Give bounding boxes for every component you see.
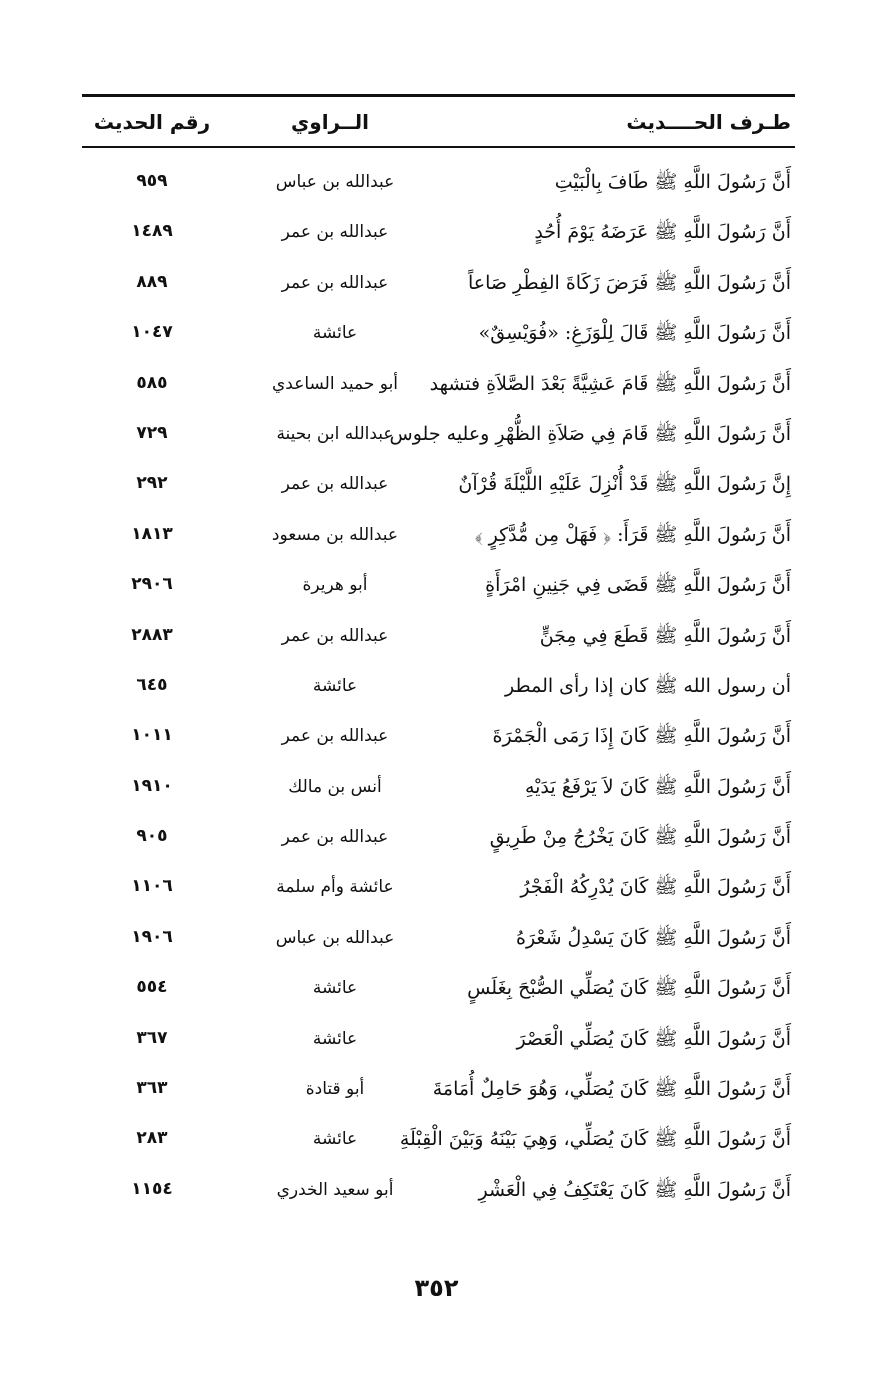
hadith-number: ٥٨٥ xyxy=(136,372,168,393)
hadith-rawi: عبدالله ابن بحينة xyxy=(276,423,394,444)
hadith-tarf: أَنَّ رَسُولَ اللَّهِ ﷺ قَطَعَ فِي مِجَنٍّ xyxy=(539,624,791,647)
hadith-tarf: أَنَّ رَسُولَ اللَّهِ ﷺ كَانَ يَخْرُجُ مِنْ طَرِيقٍ xyxy=(489,826,791,849)
hadith-rawi: أبو قتادة xyxy=(305,1079,365,1100)
hadith-tarf: أَنَّ رَسُولَ اللَّهِ ﷺ قَضَى فِي جَنِينِ امْرَأَةٍ xyxy=(485,574,791,597)
table-row xyxy=(82,311,795,361)
hadith-tarf: أَنَّ رَسُولَ اللَّهِ ﷺ قَامَ عَشِيَّةً بَعْدَ الصَّلاَةِ فتشهد xyxy=(429,372,791,395)
hadith-rawi: عبدالله بن مسعود xyxy=(271,524,399,545)
hadith-rawi: عائشة xyxy=(312,978,358,999)
hadith-number: ٣٦٣ xyxy=(136,1078,168,1099)
hadith-number: ١١٠٦ xyxy=(131,876,173,897)
hadith-number: ٧٢٩ xyxy=(136,422,168,443)
table-row xyxy=(82,210,795,260)
hadith-rawi: عبدالله بن عمر xyxy=(281,272,389,293)
table-row xyxy=(82,160,795,210)
hadith-index-table xyxy=(82,160,795,1218)
hadith-tarf: أَنَّ رَسُولَ اللَّهِ ﷺ قَرَأَ: ﴿ فَهَلْ مِن مُّدَّكِرٍ ﴾ xyxy=(474,523,791,546)
hadith-number: ٩٠٥ xyxy=(136,826,168,847)
hadith-rawi: أنس بن مالك xyxy=(288,776,382,797)
hadith-rawi: أبو سعيد الخدري xyxy=(276,1179,394,1200)
table-row xyxy=(82,765,795,815)
hadith-number: ٨٨٩ xyxy=(136,271,168,292)
hadith-tarf: أَنَّ رَسُولَ اللَّهِ ﷺ كَانَ يَعْتَكِفُ فِي الْعَشْرِ xyxy=(478,1178,791,1201)
column-header-rawi: الــراوي xyxy=(290,110,370,134)
table-row xyxy=(82,1168,795,1218)
column-header-raqm: رقم الحديث xyxy=(93,110,211,134)
table-row xyxy=(82,1017,795,1067)
table-header xyxy=(82,104,795,144)
header-bottom-rule xyxy=(82,146,795,148)
table-row xyxy=(82,815,795,865)
hadith-tarf: أَنَّ رَسُولَ اللَّهِ ﷺ قَامَ فِي صَلاَةِ الظُّهْرِ وعليه جلوس xyxy=(389,422,791,445)
hadith-number: ٢٩٠٦ xyxy=(131,574,173,595)
hadith-tarf: أَنَّ رَسُولَ اللَّهِ ﷺ قَالَ لِلْوَزَغِ: «فُوَيْسِقٌ» xyxy=(478,322,791,345)
header-top-rule xyxy=(82,94,795,97)
hadith-rawi: عبدالله بن عمر xyxy=(281,222,389,243)
page-number: ٣٥٢ xyxy=(414,1274,459,1302)
table-row xyxy=(82,664,795,714)
table-row xyxy=(82,362,795,412)
hadith-number: ٢٩٢ xyxy=(136,473,168,494)
hadith-tarf: أَنَّ رَسُولَ اللَّهِ ﷺ كَانَ يُصَلِّي، وَهُوَ حَامِلٌ أُمَامَةَ xyxy=(432,1078,791,1101)
hadith-number: ١٠١١ xyxy=(131,725,173,746)
table-row xyxy=(82,1117,795,1167)
hadith-rawi: عائشة وأم سلمة xyxy=(276,877,394,898)
hadith-tarf: أَنَّ رَسُولَ اللَّهِ ﷺ فَرَضَ زَكَاةَ الفِطْرِ صَاعاً xyxy=(467,271,791,294)
hadith-number: ٦٤٥ xyxy=(136,674,168,695)
hadith-tarf: أَنَّ رَسُولَ اللَّهِ ﷺ كَانَ يَسْدِلُ شَعْرَهُ xyxy=(515,926,791,949)
hadith-number: ١٤٨٩ xyxy=(131,221,173,242)
hadith-number: ٢٨٣ xyxy=(136,1128,168,1149)
hadith-rawi: أبو حميد الساعدي xyxy=(271,373,399,394)
table-row xyxy=(82,261,795,311)
hadith-rawi: عبدالله بن عباس xyxy=(275,172,395,192)
table-row xyxy=(82,412,795,462)
hadith-number: ١٩٠٦ xyxy=(131,926,173,947)
hadith-tarf: أَنَّ رَسُولَ اللَّهِ ﷺ عَرَضَهُ يَوْمَ أُحُدٍ xyxy=(534,221,791,244)
table-row xyxy=(82,714,795,764)
table-row xyxy=(82,614,795,664)
hadith-tarf: أَنَّ رَسُولَ اللَّهِ ﷺ كَانَ يُدْرِكُهُ الْفَجْرُ xyxy=(520,876,791,899)
table-row xyxy=(82,1067,795,1117)
hadith-tarf: أَنَّ رَسُولَ اللَّهِ ﷺ كَانَ إِذَا رَمَى الْجَمْرَةَ xyxy=(492,725,791,748)
hadith-rawi: عائشة xyxy=(312,675,358,696)
table-row xyxy=(82,513,795,563)
hadith-tarf: أن رسول الله ﷺ كان إذا رأى المطر xyxy=(505,674,791,697)
hadith-tarf: أَنَّ رَسُولَ اللَّهِ ﷺ طَافَ بِالْبَيْتِ xyxy=(554,171,791,193)
hadith-number: ١٠٤٧ xyxy=(131,322,173,343)
table-row xyxy=(82,966,795,1016)
table-row xyxy=(82,865,795,915)
hadith-rawi: عبدالله بن عباس xyxy=(275,927,395,948)
hadith-rawi: أبو هريرة xyxy=(302,575,368,596)
hadith-rawi: عائشة xyxy=(312,323,358,344)
hadith-tarf: أَنَّ رَسُولَ اللَّهِ ﷺ كَانَ يُصَلِّي، وَهِيَ بَيْنَهُ وَبَيْنَ الْقِبْلَةِ xyxy=(399,1128,791,1151)
table-row xyxy=(82,563,795,613)
hadith-rawi: عبدالله بن عمر xyxy=(281,827,389,848)
hadith-rawi: عائشة xyxy=(312,1028,358,1049)
hadith-tarf: إِنَّ رَسُولَ اللَّهِ ﷺ قَدْ أُنْزِلَ عَلَيْهِ اللَّيْلَةَ قُرْآنٌ xyxy=(458,473,791,496)
hadith-number: ٣٦٧ xyxy=(136,1027,168,1048)
hadith-rawi: عبدالله بن عمر xyxy=(281,625,389,646)
hadith-rawi: عائشة xyxy=(312,1129,358,1150)
hadith-rawi: عبدالله بن عمر xyxy=(281,726,389,747)
hadith-number: ٢٨٨٣ xyxy=(131,624,173,645)
hadith-number: ١١٥٤ xyxy=(131,1178,173,1199)
hadith-tarf: أَنَّ رَسُولَ اللَّهِ ﷺ كَانَ لاَ يَرْفَعُ يَدَيْهِ xyxy=(524,775,791,798)
hadith-rawi: عبدالله بن عمر xyxy=(281,474,389,495)
hadith-tarf: أَنَّ رَسُولَ اللَّهِ ﷺ كَانَ يُصَلِّي الصُّبْحَ بِغَلَسٍ xyxy=(467,977,791,1000)
hadith-number: ١٩١٠ xyxy=(131,775,173,796)
table-row xyxy=(82,462,795,512)
hadith-tarf: أَنَّ رَسُولَ اللَّهِ ﷺ كَانَ يُصَلِّي الْعَصْرَ xyxy=(516,1027,791,1050)
hadith-number: ٩٥٩ xyxy=(136,171,168,191)
table-row xyxy=(82,916,795,966)
hadith-number: ١٨١٣ xyxy=(131,523,173,544)
column-header-tarf: طـرف الحــــديث xyxy=(626,110,791,134)
hadith-number: ٥٥٤ xyxy=(136,977,168,998)
